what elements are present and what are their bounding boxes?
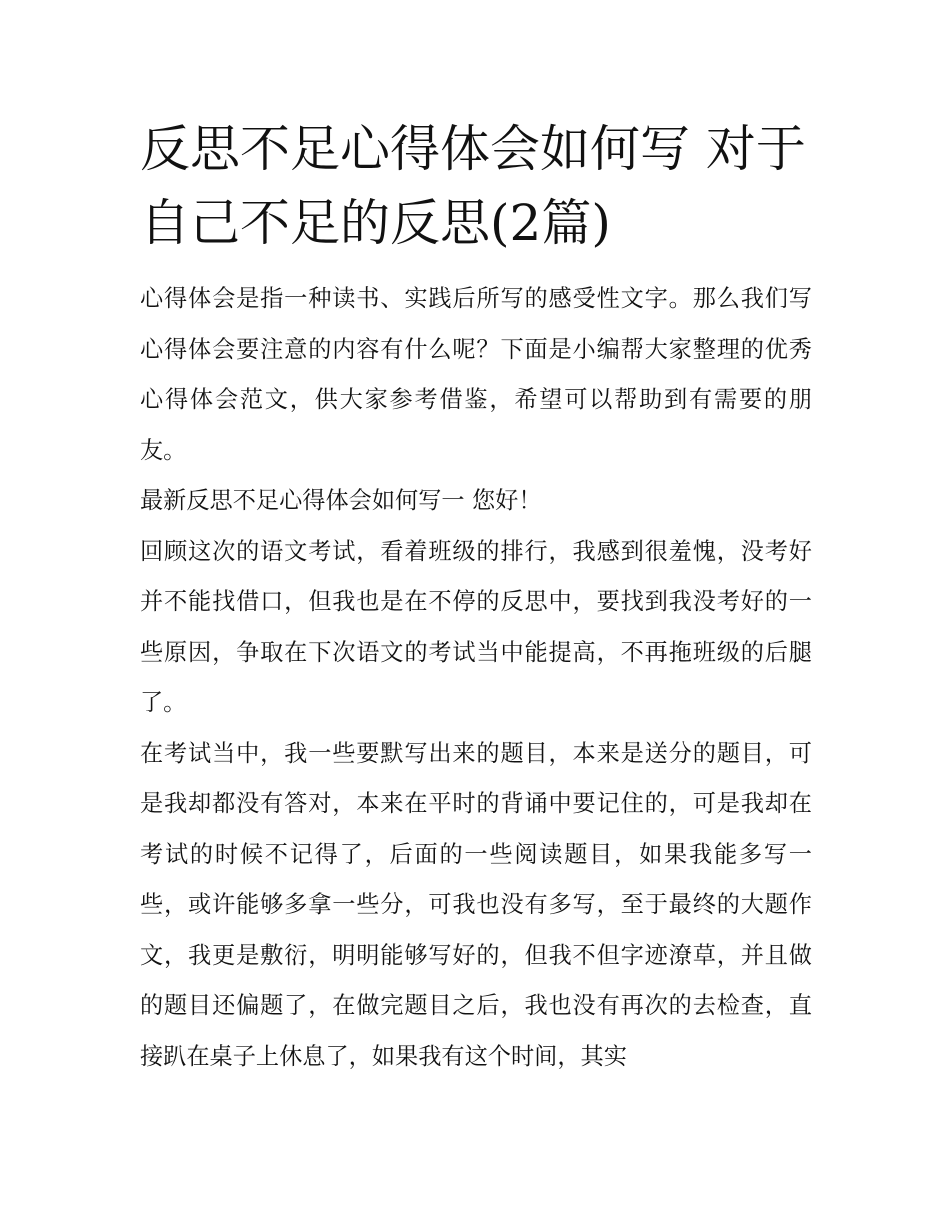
document-title: 反思不足心得体会如何写 对于自己不足的反思(2篇): [140, 120, 806, 252]
document-body: [140, 274, 812, 1082]
intro-paragraph: 心得体会是指一种读书、实践后所写的感受性文字。那么我们写心得体会要注意的内容有什么呢？下面是小编帮大家整理的优秀心得体会范文，供大家参考借鉴，希望可以帮助到有需要的朋友。: [140, 285, 812, 464]
body-paragraph: 在考试当中，我一些要默写出来的题目，本来是送分的题目，可是我却都没有答对，本来在平时的背诵中要记住的，可是我却在考试的时候不记得了，后面的一些阅读题目，如果我能多写一些，或许能够多拿一些分，可我也没有多写，至于最终的大题作文，我更是敷衍，明明能够写好的，但我不但字迹潦草，并且做的题目还偏题了，在做完题目之后，我也没有再次的去检查，直接趴在桌子上休息了，如果我有这个时间，其实: [140, 739, 812, 1070]
document-page: [140, 112, 812, 1082]
section-heading-paragraph: 最新反思不足心得体会如何写一 您好！: [140, 487, 542, 514]
body-paragraph: 回顾这次的语文考试，看着班级的排行，我感到很羞愧，没考好并不能找借口，但我也是在不停的反思中，要找到我没考好的一些原因，争取在下次语文的考试当中能提高，不再拖班级的后腿了。: [140, 537, 812, 716]
